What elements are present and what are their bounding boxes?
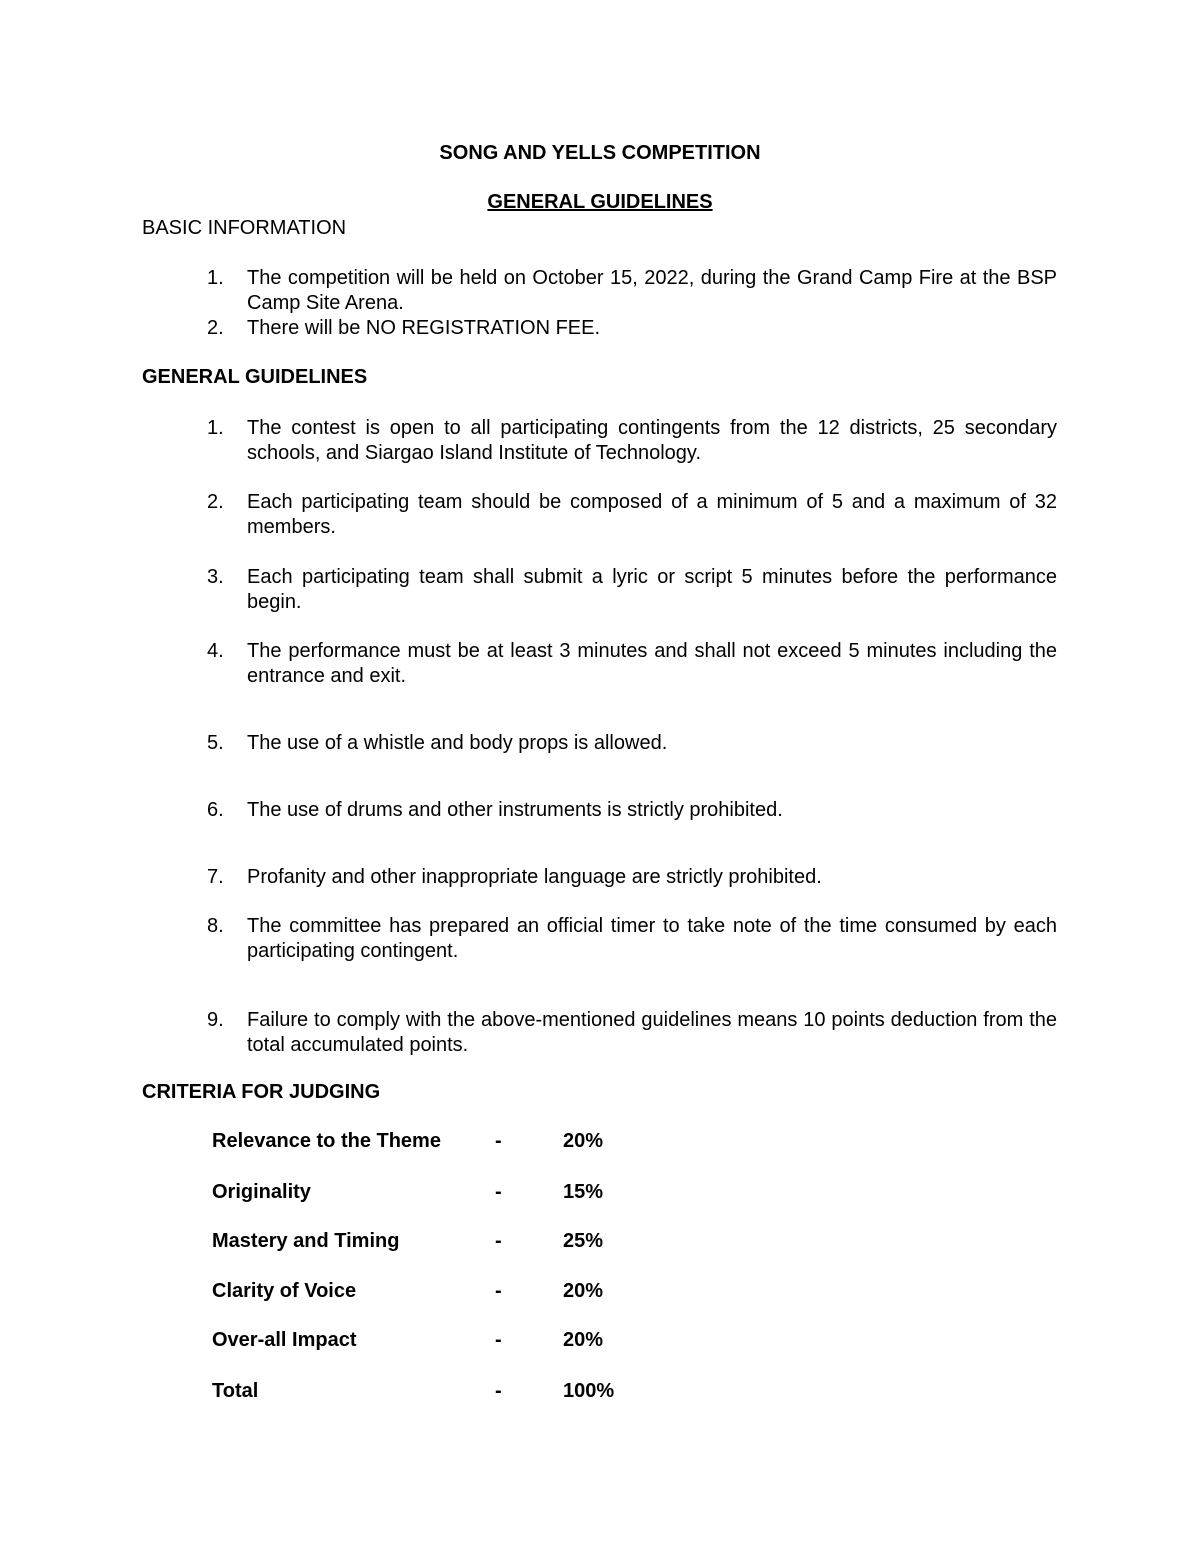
list-text: Each participating team shall submit a lyric or script 5 minutes before the performance begin. [247,566,1057,613]
criteria-percent: 20% [563,1130,604,1152]
criteria-percent: 20% [563,1280,604,1302]
guideline-item-9 [207,1008,1057,1058]
guideline-item-8 [207,914,1057,964]
list-text: The competition will be held on October 15, 2022, during the Grand Camp Fire at the BSP Camp Site Arena. [247,267,1057,314]
criteria-dash: - [495,1181,502,1203]
list-number: 7. [207,866,224,888]
list-text: Failure to comply with the above-mentioned guidelines means 10 points deduction from the total accumulated points. [247,1009,1057,1056]
criteria-dash: - [495,1130,502,1152]
list-text: Each participating team should be composed of a minimum of 5 and a maximum of 32 members. [247,491,1057,538]
list-text: The committee has prepared an official timer to take note of the time consumed by each participating contingent. [247,915,1057,962]
guideline-item-4 [207,639,1057,689]
basic-info-heading: BASIC INFORMATION [142,217,347,239]
document-subtitle: GENERAL GUIDELINES [487,191,713,213]
list-text: The use of drums and other instruments is strictly prohibited. [247,799,783,821]
criteria-name: Relevance to the Theme [212,1130,441,1152]
guideline-item-6 [207,798,1057,823]
document-title: SONG AND YELLS COMPETITION [439,142,761,164]
list-text: Profanity and other inappropriate language are strictly prohibited. [247,866,822,888]
guideline-item-3 [207,565,1057,615]
list-number: 1. [207,267,224,289]
guideline-item-2 [207,490,1057,540]
criteria-dash: - [495,1380,502,1402]
criteria-dash: - [495,1329,502,1351]
list-number: 4. [207,640,224,662]
list-number: 3. [207,566,224,588]
list-number: 9. [207,1009,224,1031]
guideline-item-5 [207,731,1057,756]
criteria-dash: - [495,1280,502,1302]
list-text: The performance must be at least 3 minutes and shall not exceed 5 minutes including the entrance and exit. [247,640,1057,687]
criteria-name: Originality [212,1181,311,1203]
list-text: The contest is open to all participating contingents from the 12 districts, 25 secondary schools, and Siargao Island Institute of Technology. [247,417,1057,464]
basic-item-2 [207,316,1057,341]
criteria-percent: 20% [563,1329,604,1351]
list-number: 6. [207,799,224,821]
list-number: 1. [207,417,224,439]
criteria-percent: 15% [563,1181,604,1203]
general-guidelines-heading: GENERAL GUIDELINES [142,366,368,388]
criteria-name: Mastery and Timing [212,1230,400,1252]
criteria-heading: CRITERIA FOR JUDGING [142,1081,381,1103]
criteria-name: Clarity of Voice [212,1280,357,1302]
list-number: 2. [207,317,224,339]
list-number: 2. [207,491,224,513]
list-text: There will be NO REGISTRATION FEE. [247,317,601,339]
guideline-item-1 [207,416,1057,466]
list-number: 8. [207,915,224,937]
guideline-item-7 [207,865,1057,890]
criteria-name: Over-all Impact [212,1329,357,1351]
list-text: The use of a whistle and body props is allowed. [247,732,668,754]
list-number: 5. [207,732,224,754]
criteria-percent: 25% [563,1230,604,1252]
basic-item-1 [207,266,1057,316]
criteria-percent: 100% [563,1380,615,1402]
criteria-dash: - [495,1230,502,1252]
criteria-name: Total [212,1380,259,1402]
